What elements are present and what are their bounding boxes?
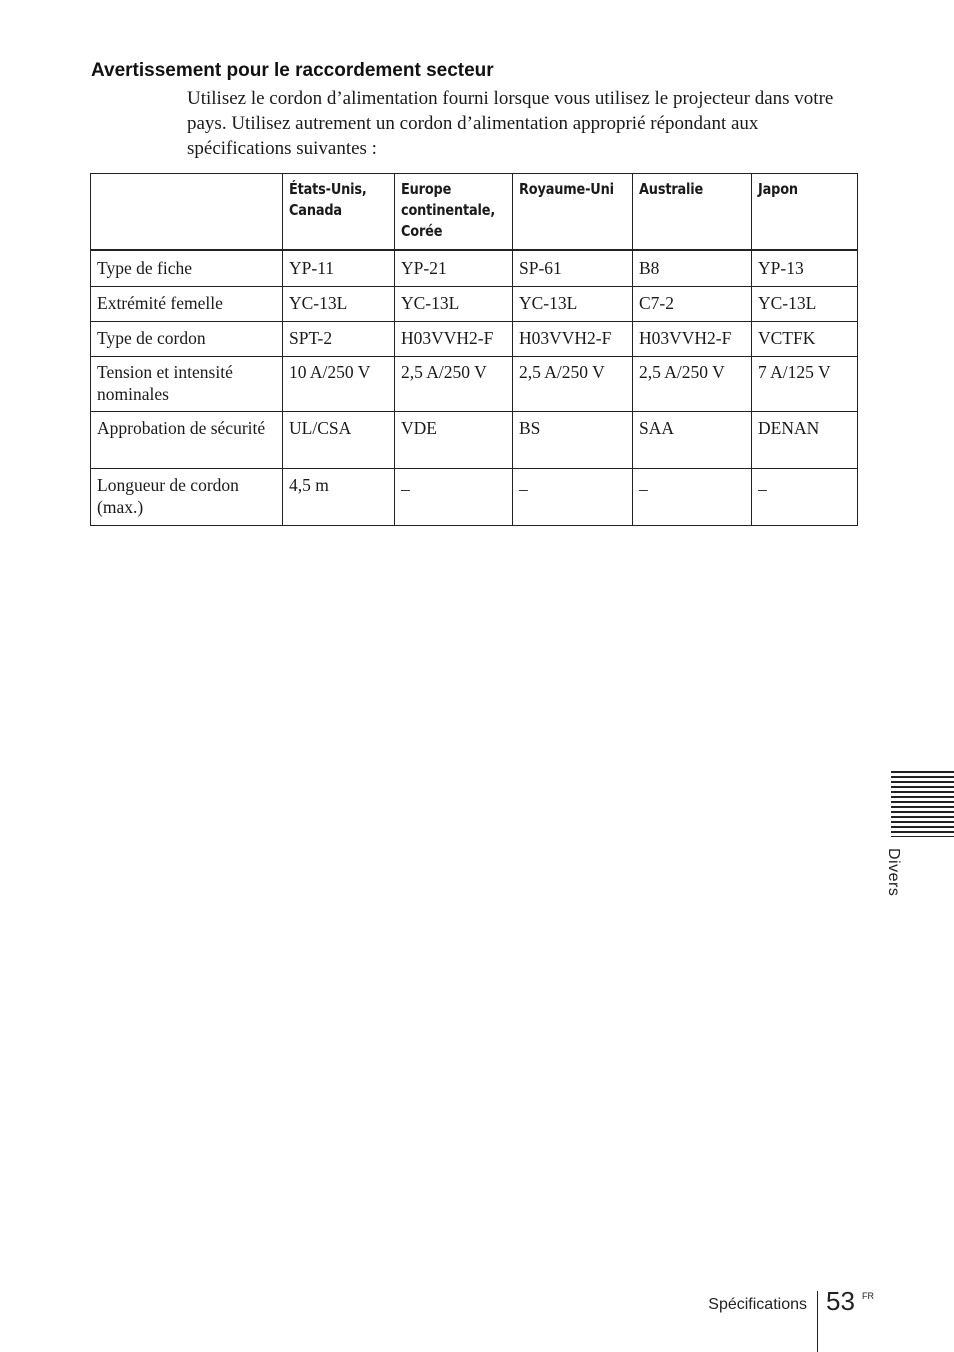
table-cell: DENAN xyxy=(752,412,858,469)
table-cell: SAA xyxy=(633,412,752,469)
table-cell: VCTFK xyxy=(752,322,858,357)
dash-value: – xyxy=(519,479,528,499)
table-cell: 4,5 m xyxy=(283,469,395,526)
section-tab-stripes xyxy=(891,771,954,837)
header-cell-europe-korea: Europe continentale, Corée xyxy=(395,174,513,251)
table-row xyxy=(91,357,858,412)
table-cell xyxy=(513,469,633,526)
row-label: Tension et intensité nominales xyxy=(91,357,283,412)
table-cell: YP-21 xyxy=(395,250,513,287)
dash-value: – xyxy=(401,479,410,499)
table-cell: YC-13L xyxy=(513,287,633,322)
table-cell xyxy=(633,469,752,526)
table-cell: YP-11 xyxy=(283,250,395,287)
footer-section-title: Spécifications xyxy=(708,1296,807,1313)
header-cell-usa-canada: États-Unis, Canada xyxy=(283,174,395,251)
table-cell: 7 A/125 V xyxy=(752,357,858,412)
row-label: Type de fiche xyxy=(91,250,283,287)
table-cell: 2,5 A/250 V xyxy=(633,357,752,412)
header-cell-australia: Australie xyxy=(633,174,752,251)
table-cell: H03VVH2-F xyxy=(395,322,513,357)
table-cell: H03VVH2-F xyxy=(513,322,633,357)
table-cell: 10 A/250 V xyxy=(283,357,395,412)
table-cell: SPT-2 xyxy=(283,322,395,357)
table-cell: H03VVH2-F xyxy=(633,322,752,357)
table-row xyxy=(91,412,858,469)
row-label: Extrémité femelle xyxy=(91,287,283,322)
table-cell: 2,5 A/250 V xyxy=(513,357,633,412)
table-row xyxy=(91,322,858,357)
table-cell xyxy=(752,469,858,526)
table-cell xyxy=(395,469,513,526)
header-cell-japan: Japon xyxy=(752,174,858,251)
table-cell: B8 xyxy=(633,250,752,287)
section-heading: Avertissement pour le raccordement secteur xyxy=(91,60,494,81)
row-label: Longueur de cordon (max.) xyxy=(91,469,283,526)
table-cell: YP-13 xyxy=(752,250,858,287)
table-cell: YC-13L xyxy=(283,287,395,322)
table-cell: BS xyxy=(513,412,633,469)
intro-paragraph: Utilisez le cordon d’alimentation fourni lorsque vous utilisez le projecteur dans votre pays. Utilisez autrement un cordon d’alimentation approprié répondant aux spécifications suivantes : xyxy=(187,88,834,159)
footer-divider xyxy=(817,1291,818,1352)
table-cell: YC-13L xyxy=(395,287,513,322)
section-tab-label: Divers xyxy=(885,848,902,897)
row-label: Type de cordon xyxy=(91,322,283,357)
table-cell: UL/CSA xyxy=(283,412,395,469)
power-cord-spec-table xyxy=(90,173,858,526)
page-number: 53 xyxy=(826,1286,855,1316)
table-row xyxy=(91,250,858,287)
header-cell-empty xyxy=(91,174,283,251)
table-header-row xyxy=(91,174,858,251)
header-cell-uk: Royaume-Uni xyxy=(513,174,633,251)
dash-value: – xyxy=(758,479,767,499)
table-cell: SP-61 xyxy=(513,250,633,287)
dash-value: – xyxy=(639,479,648,499)
row-label: Approbation de sécurité xyxy=(91,412,283,469)
table-cell: C7-2 xyxy=(633,287,752,322)
table-cell: VDE xyxy=(395,412,513,469)
table-cell: 2,5 A/250 V xyxy=(395,357,513,412)
page-language-code: FR xyxy=(862,1291,874,1301)
table-row xyxy=(91,287,858,322)
table-row xyxy=(91,469,858,526)
table-cell: YC-13L xyxy=(752,287,858,322)
